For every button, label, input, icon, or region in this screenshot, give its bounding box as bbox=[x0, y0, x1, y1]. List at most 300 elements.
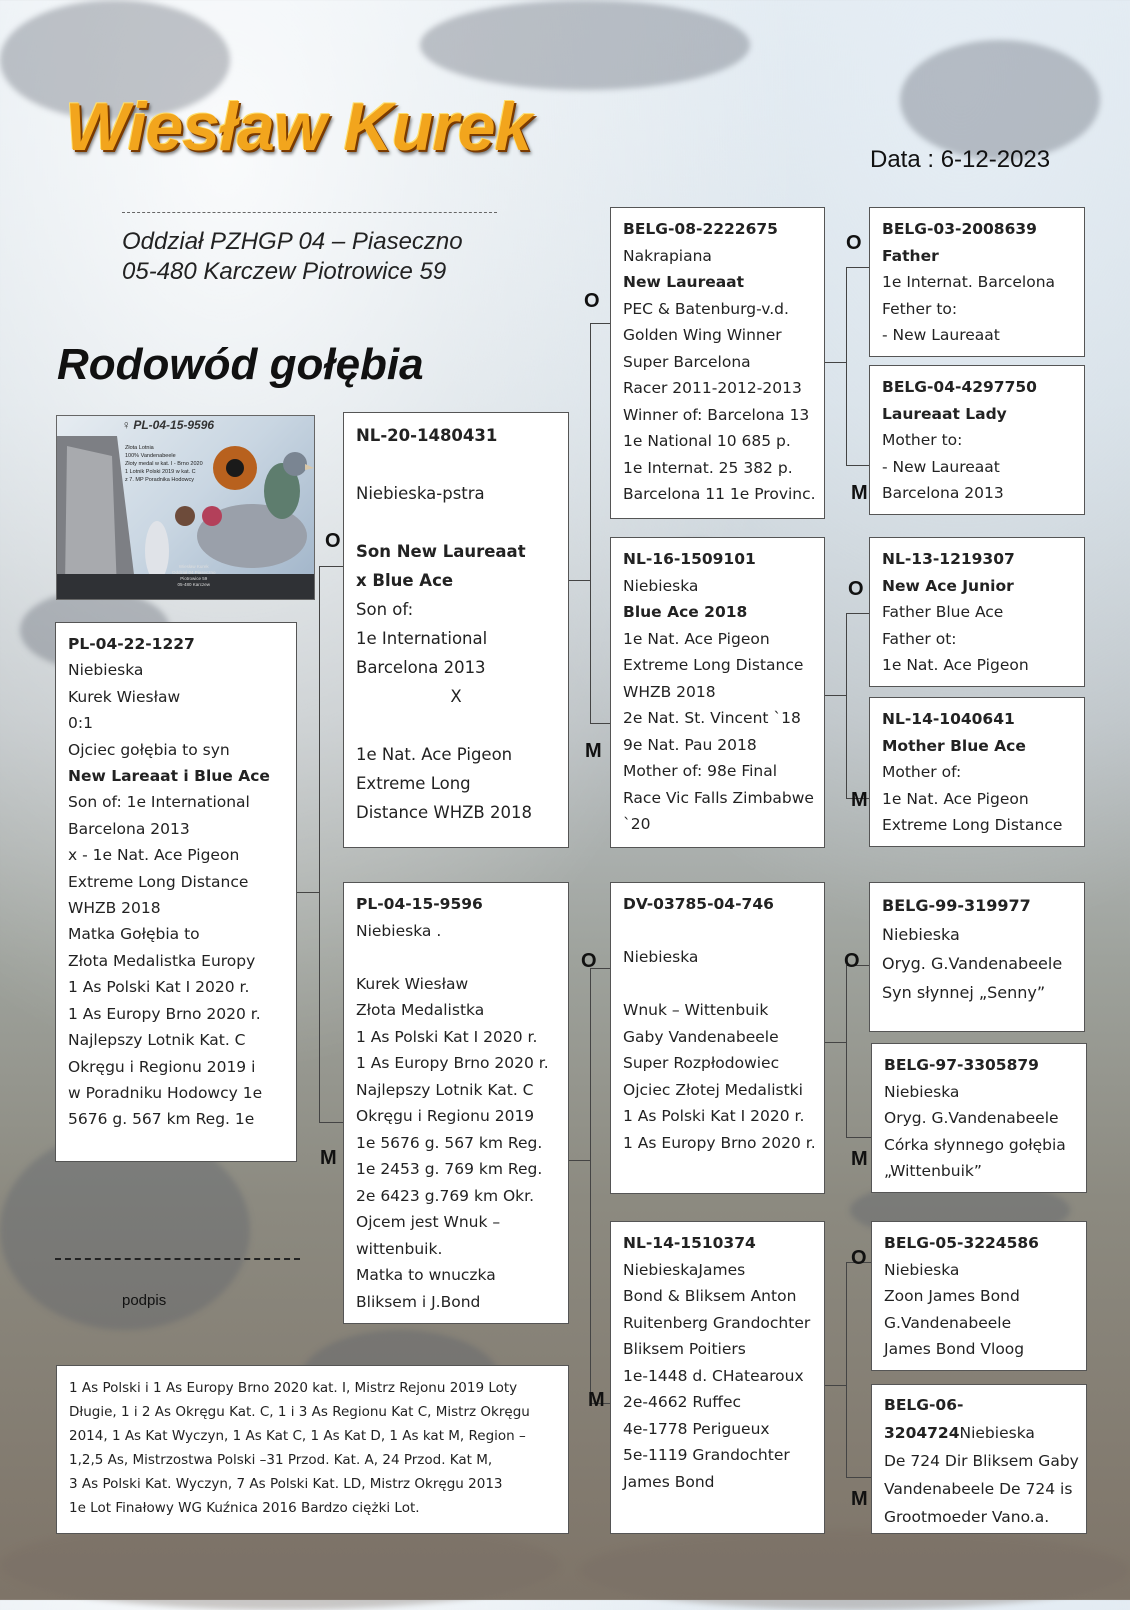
maternal-grandmother-card bbox=[610, 1221, 825, 1534]
photo-ring bbox=[121, 418, 214, 432]
achievement-line: 3 As Polski Kat. Wyczyn, 7 As Polski Kat. LD, Mistrz Okręgu 2013 bbox=[69, 1476, 503, 1492]
great-grandparent-card-ffm bbox=[869, 365, 1085, 515]
pigeon-photo bbox=[56, 415, 315, 600]
pedigree-line-text: 2e-4662 Ruffec bbox=[623, 1393, 741, 1411]
pedigree-line bbox=[623, 1024, 812, 1051]
pedigree-line-text: Niebieska bbox=[882, 925, 960, 944]
pedigree-line bbox=[68, 842, 284, 868]
pedigree-line-text: PL-04-22-1227 bbox=[68, 635, 195, 653]
pedigree-line-text: 1 As Europy Brno 2020 r. bbox=[356, 1054, 549, 1072]
pedigree-line-text: WHZB 2018 bbox=[623, 682, 716, 701]
pedigree-line bbox=[68, 684, 284, 710]
pedigree-line bbox=[882, 949, 1072, 978]
pedigree-line bbox=[623, 1336, 812, 1363]
pedigree-line-text: 1e Nat. Ace Pigeon bbox=[882, 789, 1029, 808]
pedigree-line bbox=[623, 349, 812, 376]
pedigree-line-text: „Wittenbuik” bbox=[884, 1162, 982, 1180]
pedigree-line-text: 1 As Polski Kat I 2020 r. bbox=[356, 1027, 538, 1046]
ring-number bbox=[882, 374, 1072, 401]
pedigree-line bbox=[356, 1103, 556, 1130]
pedigree-line-text: Barcelona 2013 bbox=[882, 484, 1004, 502]
pedigree-line-text: 2e 6423 g.769 km Okr. bbox=[356, 1186, 535, 1205]
pedigree-line-text: Zoon James Bond bbox=[884, 1287, 1020, 1305]
pedigree-line-text: 1 As Polski Kat I 2020 r. bbox=[623, 1107, 805, 1125]
pedigree-line bbox=[882, 427, 1072, 454]
pedigree-line bbox=[356, 918, 556, 945]
pedigree-line-text: 1e 5676 g. 567 km Reg. bbox=[356, 1133, 543, 1152]
great-grandparent-card-mmm bbox=[871, 1384, 1087, 1534]
pedigree-line-text: 1e National 10 685 p. bbox=[623, 432, 791, 450]
achievement-line: 2014, 1 As Kat Wyczyn, 1 As Kat C, 1 As Kat D, 1 As kat M, Region – bbox=[69, 1428, 526, 1444]
pedigree-line bbox=[356, 1077, 556, 1104]
pedigree-line bbox=[882, 243, 1072, 270]
pedigree-line bbox=[356, 479, 556, 508]
pedigree-line bbox=[356, 798, 556, 827]
pedigree-line bbox=[882, 733, 1072, 760]
pedigree-line bbox=[623, 1130, 816, 1157]
mother-marker: M bbox=[851, 482, 868, 504]
paternal-grandmother-card bbox=[610, 537, 825, 848]
photo-caption-line: Złota Lotnia bbox=[125, 445, 154, 451]
pedigree-line bbox=[68, 948, 284, 974]
ring-number bbox=[882, 891, 1072, 920]
pedigree-line-text: Okręgu i Regionu 2019 bbox=[356, 1107, 535, 1125]
pedigree-line bbox=[356, 1024, 556, 1051]
photo-caption-line: Złoty medal w kat. I - Brno 2020 bbox=[125, 461, 203, 467]
ring-number bbox=[623, 216, 812, 243]
pedigree-line bbox=[882, 652, 1072, 679]
pedigree-line-text: - New Laureaat bbox=[882, 326, 1000, 344]
pedigree-line-text: 4e-1778 Perigueux bbox=[623, 1419, 770, 1438]
pedigree-line-text: Niebieska . bbox=[356, 921, 442, 940]
pedigree-line-text: Mother Blue Ace bbox=[882, 736, 1026, 755]
pedigree-line bbox=[623, 705, 812, 732]
pedigree-line-text: BELG-97-3305879 bbox=[884, 1056, 1039, 1074]
pedigree-line-text: BELG-05-3224586 bbox=[884, 1234, 1039, 1252]
pedigree-line bbox=[623, 1416, 812, 1443]
pedigree-line bbox=[356, 1236, 556, 1263]
mother-marker: M bbox=[585, 740, 602, 762]
pedigree-line-text: NL-20-1480431 bbox=[356, 426, 498, 445]
photo-caption-line: 1 Lotnik Polski 2019 w kat. C bbox=[125, 469, 196, 475]
great-grandparent-card-mff bbox=[869, 882, 1085, 1032]
address-line-2: 05-480 Karczew Piotrowice 59 bbox=[122, 258, 447, 285]
ring-number bbox=[884, 1230, 1074, 1257]
photo-ring-text: PL-04-15-9596 bbox=[133, 418, 215, 432]
pedigree-line bbox=[356, 450, 556, 479]
pedigree-line bbox=[882, 626, 1072, 653]
pedigree-line bbox=[623, 322, 812, 349]
pedigree-line-text: Distance WHZB 2018 bbox=[356, 803, 532, 822]
pedigree-line-text: Mother to: bbox=[882, 431, 963, 449]
pedigree-line-text: 0:1 bbox=[68, 714, 93, 733]
pedigree-line bbox=[356, 1183, 556, 1210]
pedigree-line-text: X bbox=[450, 687, 462, 706]
pedigree-line-text: Super Rozpłodowiec bbox=[623, 1054, 780, 1072]
pedigree-line bbox=[882, 296, 1072, 323]
pedigree-line-text: Son New Laureaat bbox=[356, 542, 526, 561]
pedigree-line-text: Okręgu i Regionu 2019 i bbox=[68, 1057, 256, 1076]
pedigree-line bbox=[882, 269, 1072, 296]
pedigree-line-text: Wnuk – Wittenbuik bbox=[623, 1001, 769, 1019]
pedigree-line bbox=[882, 480, 1072, 507]
pedigree-line bbox=[623, 296, 812, 323]
pedigree-line-text: Niebieska bbox=[68, 661, 144, 680]
photo-footer-line: 05-480 Karczew bbox=[177, 582, 211, 587]
pedigree-line bbox=[68, 816, 284, 842]
pedigree-line bbox=[623, 402, 812, 429]
pedigree-line bbox=[68, 869, 284, 895]
pedigree-line-text: Barcelona 2013 bbox=[356, 658, 486, 677]
ring-number bbox=[882, 546, 1072, 573]
ring-number bbox=[623, 546, 812, 573]
pedigree-line bbox=[882, 573, 1072, 600]
mother-marker: M bbox=[588, 1389, 605, 1411]
pedigree-line bbox=[884, 1105, 1074, 1132]
pedigree-line bbox=[884, 1158, 1074, 1185]
divider bbox=[122, 212, 497, 213]
photo-footer-line: Wiesław Kurek bbox=[178, 564, 209, 569]
great-grandparent-card-mfm bbox=[871, 1043, 1087, 1193]
pedigree-line-text: Gaby Vandenabeele bbox=[623, 1027, 779, 1046]
pedigree-line bbox=[623, 785, 812, 812]
pedigree-line-text: 1e Nat. Ace Pigeon bbox=[356, 745, 513, 764]
pedigree-line-text: Nakrapiana bbox=[623, 246, 712, 265]
address-line-1: Oddział PZHGP 04 – Piaseczno bbox=[122, 228, 463, 255]
signature-line bbox=[55, 1258, 300, 1260]
achievement-line: 1e Lot Finałowy WG Kuźnica 2016 Bardzo ciężki Lot. bbox=[69, 1500, 420, 1516]
pedigree-line-text: 1e 2453 g. 769 km Reg. bbox=[356, 1160, 543, 1178]
pedigree-line-text: Son of: bbox=[356, 600, 414, 619]
pedigree-line-suffix: Niebieska bbox=[959, 1424, 1035, 1442]
achievement-line: Długie, 1 i 2 As Okręgu Kat. C, 1 i 3 As Regionu Kat C, Mistrz Okręgu bbox=[69, 1404, 530, 1420]
pedigree-line bbox=[68, 1001, 284, 1027]
pedigree-line bbox=[623, 918, 812, 945]
pedigree-line-text: Super Barcelona bbox=[623, 352, 751, 371]
pedigree-line bbox=[68, 921, 284, 947]
pedigree-line-text: Racer 2011-2012-2013 bbox=[623, 379, 802, 397]
pedigree-line-text: 1e-1448 d. CHatearoux bbox=[623, 1366, 804, 1385]
pedigree-title: Rodowód gołębia bbox=[57, 340, 424, 389]
pedigree-line-text: PL-04-15-9596 bbox=[356, 895, 483, 913]
pedigree-line-text: 9e Nat. Pau 2018 bbox=[623, 735, 757, 754]
pedigree-line-text: 1e Internat. 25 382 p. bbox=[623, 458, 793, 477]
pedigree-line-text: NL-13-1219307 bbox=[882, 550, 1015, 568]
pedigree-line-text: 1e International bbox=[356, 629, 488, 648]
pedigree-line bbox=[356, 944, 556, 971]
pedigree-line-text: 5e-1119 Grandochter bbox=[623, 1446, 790, 1464]
mother-marker: M bbox=[851, 789, 868, 811]
pedigree-line-text: wittenbuik. bbox=[356, 1239, 443, 1258]
pedigree-line-text: Extreme Long Distance bbox=[68, 872, 249, 891]
pedigree-line bbox=[882, 759, 1072, 786]
pedigree-line bbox=[884, 1132, 1074, 1159]
pedigree-line-text: Oryg. G.Vandenabeele bbox=[882, 954, 1063, 973]
pedigree-line bbox=[356, 769, 556, 798]
pedigree-line bbox=[356, 971, 556, 998]
pedigree-line-text: Kurek Wiesław bbox=[68, 687, 181, 706]
pedigree-line-text: Fether to: bbox=[882, 299, 958, 318]
pedigree-line bbox=[882, 920, 1072, 949]
pedigree-line-text: Extreme Long Distance bbox=[882, 816, 1063, 834]
pedigree-line bbox=[623, 481, 816, 508]
mother-marker: M bbox=[851, 1488, 868, 1510]
pedigree-line-text: New Ace Junior bbox=[882, 576, 1014, 595]
pedigree-line-text: Winner of: Barcelona 13 bbox=[623, 405, 810, 424]
pedigree-line bbox=[623, 1310, 812, 1337]
pedigree-line bbox=[884, 1257, 1074, 1284]
pedigree-line bbox=[623, 811, 812, 838]
pedigree-line-text: Matka to wnuczka bbox=[356, 1266, 496, 1284]
ring-number bbox=[356, 421, 556, 450]
pedigree-line bbox=[884, 1419, 1074, 1447]
ring-number bbox=[623, 1230, 812, 1257]
father-marker: O bbox=[584, 290, 600, 312]
pedigree-line bbox=[882, 401, 1072, 428]
pedigree-line-text: 2e Nat. St. Vincent `18 bbox=[623, 709, 801, 727]
pedigree-line-text: WHZB 2018 bbox=[68, 899, 161, 918]
pedigree-line bbox=[68, 710, 284, 736]
pedigree-line-text: Race Vic Falls Zimbabwe bbox=[623, 788, 814, 807]
pedigree-line-text: Father bbox=[882, 246, 939, 265]
pedigree-line bbox=[623, 732, 812, 759]
pedigree-line bbox=[884, 1475, 1074, 1503]
father-card bbox=[343, 412, 569, 848]
pedigree-line bbox=[623, 375, 812, 402]
achievement-line: 1,2,5 As, Mistrzostwa Polski –31 Przod. Kat. A, 24 Przod. Kat M, bbox=[69, 1452, 493, 1468]
pedigree-line bbox=[623, 1363, 812, 1390]
pedigree-line bbox=[68, 737, 284, 763]
pedigree-line bbox=[623, 652, 812, 679]
pedigree-line bbox=[623, 679, 812, 706]
father-marker: O bbox=[851, 1247, 867, 1269]
pedigree-line bbox=[884, 1336, 1074, 1363]
pedigree-line bbox=[623, 455, 812, 482]
pedigree-line bbox=[623, 243, 812, 270]
pedigree-line bbox=[68, 789, 284, 815]
pedigree-line-text: BELG-06- bbox=[884, 1396, 964, 1414]
pedigree-line-text: Kurek Wiesław bbox=[356, 974, 469, 993]
pedigree-line-text: Bliksem i J.Bond bbox=[356, 1292, 481, 1311]
pedigree-line-text: 1 As Europy Brno 2020 r. bbox=[623, 1133, 816, 1152]
father-marker: O bbox=[848, 578, 864, 600]
subject-pigeon-card bbox=[55, 622, 297, 1162]
pedigree-line-text: PEC & Batenburg-v.d. bbox=[623, 299, 789, 318]
pedigree-line bbox=[623, 1442, 812, 1469]
photo-footer-line: Piotrowice 59 bbox=[180, 576, 208, 581]
pedigree-line bbox=[882, 812, 1072, 839]
female-symbol-icon: ♀ bbox=[121, 418, 130, 432]
ring-number bbox=[882, 706, 1072, 733]
pedigree-line bbox=[68, 1054, 284, 1080]
pedigree-line bbox=[623, 1257, 812, 1284]
father-marker: O bbox=[581, 950, 597, 972]
pedigree-line bbox=[623, 269, 812, 296]
ring-number bbox=[884, 1052, 1074, 1079]
pedigree-line bbox=[884, 1079, 1074, 1106]
pedigree-line bbox=[68, 1080, 284, 1106]
maternal-grandfather-card bbox=[610, 882, 825, 1194]
ring-number bbox=[882, 216, 1072, 243]
pedigree-date: Data : 6-12-2023 bbox=[870, 146, 1051, 173]
pedigree-line bbox=[356, 1156, 556, 1183]
pedigree-line-text: Niebieska-pstra bbox=[356, 484, 485, 503]
pedigree-line bbox=[623, 599, 812, 626]
pedigree-line-text: x Blue Ace bbox=[356, 571, 454, 590]
pedigree-line-text: Mother of: bbox=[882, 763, 962, 781]
pedigree-line-text: Ojciec Złotej Medalistki bbox=[623, 1080, 803, 1099]
pedigree-line bbox=[623, 971, 812, 998]
pedigree-line-text: Oryg. G.Vandenabeele bbox=[884, 1109, 1059, 1127]
pedigree-line-text: x - 1e Nat. Ace Pigeon bbox=[68, 846, 240, 865]
pedigree-line-text: Najlepszy Lotnik Kat. C bbox=[356, 1080, 534, 1099]
pedigree-line bbox=[356, 508, 556, 537]
pedigree-line bbox=[623, 758, 812, 785]
pedigree-line-text: Złota Medalistka bbox=[356, 1001, 485, 1019]
pedigree-line-text: James Bond bbox=[623, 1472, 715, 1491]
pedigree-line-text: Father ot: bbox=[882, 629, 957, 648]
pedigree-line bbox=[68, 763, 284, 789]
pedigree-line bbox=[623, 1103, 812, 1130]
pedigree-line bbox=[356, 566, 556, 595]
pedigree-line bbox=[882, 322, 1072, 349]
father-marker: O bbox=[846, 232, 862, 254]
pedigree-line bbox=[623, 1283, 812, 1310]
pedigree-line bbox=[68, 1106, 284, 1132]
father-marker: O bbox=[844, 950, 860, 972]
great-grandparent-card-fmm bbox=[869, 697, 1085, 847]
pedigree-line-text: 1e Internat. Barcelona bbox=[882, 273, 1056, 291]
great-grandparent-card-fff bbox=[869, 207, 1085, 357]
great-grandparent-card-mmf bbox=[871, 1221, 1087, 1371]
pedigree-line-text: Najlepszy Lotnik Kat. C bbox=[68, 1031, 246, 1050]
pedigree-line-text: Córka słynnego gołębia bbox=[884, 1135, 1066, 1154]
pedigree-line-text: - New Laureaat bbox=[882, 457, 1000, 476]
pedigree-line bbox=[623, 1077, 812, 1104]
photo-caption-line: 100% Vandenabeele bbox=[125, 453, 176, 459]
pedigree-line bbox=[68, 974, 284, 1000]
mother-card bbox=[343, 882, 569, 1324]
pedigree-line-text: Matka Gołębia to bbox=[68, 925, 200, 944]
pedigree-line bbox=[623, 997, 812, 1024]
father-marker: O bbox=[325, 530, 341, 552]
photo-caption-line: z 7. MP Poradnika Hodowcy bbox=[125, 477, 194, 483]
achievements-box bbox=[56, 1365, 569, 1534]
pedigree-line-text: Barcelona 2013 bbox=[68, 819, 190, 838]
pedigree-line bbox=[356, 653, 556, 682]
pedigree-line-text: NL-16-1509101 bbox=[623, 550, 756, 568]
pedigree-line-text: Ojciec gołębia to syn bbox=[68, 740, 230, 759]
pedigree-line-text: `20 bbox=[623, 815, 651, 833]
pedigree-line-text: Niebieska bbox=[884, 1260, 960, 1279]
pedigree-line bbox=[356, 711, 556, 740]
pedigree-line-text: New Laureaat bbox=[623, 273, 745, 291]
pedigree-line-text: 1 As Europy Brno 2020 r. bbox=[68, 1004, 261, 1023]
great-grandparent-card-fmf bbox=[869, 537, 1085, 687]
pedigree-line-text: 3204724 bbox=[884, 1424, 960, 1442]
pedigree-line bbox=[356, 1050, 556, 1077]
pedigree-line-text: Barcelona 11 1e Provinc. bbox=[623, 485, 816, 503]
pedigree-line-text: BELG-04-4297750 bbox=[882, 378, 1037, 396]
pedigree-line bbox=[623, 1469, 812, 1496]
pedigree-line bbox=[356, 537, 556, 566]
pedigree-line bbox=[356, 1130, 556, 1157]
pedigree-line bbox=[68, 1027, 284, 1053]
pedigree-line-text: Golden Wing Winner bbox=[623, 326, 782, 344]
mother-marker: M bbox=[851, 1148, 868, 1170]
pedigree-line bbox=[882, 454, 1072, 481]
pedigree-line bbox=[356, 1262, 556, 1289]
pedigree-line-text: G.Vandenabeele bbox=[884, 1313, 1012, 1332]
pedigree-line-text: Vandenabeele De 724 is bbox=[884, 1480, 1073, 1498]
photo-footer-line: Oddział 04 Piaseczno bbox=[172, 570, 216, 575]
pedigree-line bbox=[882, 786, 1072, 813]
ring-number bbox=[356, 891, 556, 918]
ring-number bbox=[623, 891, 812, 918]
pedigree-line-text: DV-03785-04-746 bbox=[623, 895, 774, 913]
photo-caption bbox=[125, 444, 203, 484]
mother-marker: M bbox=[320, 1147, 337, 1169]
pedigree-line-text: 1e Nat. Ace Pigeon bbox=[882, 656, 1029, 674]
pedigree-line-text: De 724 Dir Bliksem Gaby bbox=[884, 1452, 1079, 1470]
pedigree-line bbox=[356, 740, 556, 769]
pedigree-line-text: Ojcem jest Wnuk – bbox=[356, 1213, 501, 1231]
pedigree-line bbox=[356, 1289, 556, 1316]
pedigree-line-text: 1e Nat. Ace Pigeon bbox=[623, 629, 770, 648]
pedigree-line bbox=[68, 657, 284, 683]
pedigree-line-text: Grootmoeder Vano.a. bbox=[884, 1508, 1050, 1526]
pedigree-line-text: Blue Ace 2018 bbox=[623, 603, 748, 621]
pedigree-line bbox=[882, 978, 1072, 1007]
pedigree-line bbox=[356, 624, 556, 653]
pedigree-line-text: 5676 g. 567 km Reg. 1e bbox=[68, 1110, 255, 1129]
pedigree-line bbox=[623, 944, 812, 971]
ring-number bbox=[68, 631, 284, 657]
pedigree-line-text: New Lareaat i Blue Ace bbox=[68, 767, 270, 786]
pedigree-line-text: Laureaat Lady bbox=[882, 404, 1007, 423]
pedigree-line-text: Mother of: 98e Final bbox=[623, 762, 778, 780]
pedigree-line-text: Syn słynnej „Senny” bbox=[882, 983, 1046, 1002]
pedigree-line bbox=[623, 1050, 812, 1077]
pedigree-line bbox=[884, 1503, 1074, 1531]
pedigree-line-text: BELG-08-2222675 bbox=[623, 220, 778, 238]
pedigree-line bbox=[356, 595, 556, 624]
pedigree-line bbox=[356, 682, 556, 711]
pedigree-line bbox=[623, 428, 812, 455]
pedigree-line-text: 1 As Polski Kat I 2020 r. bbox=[68, 978, 250, 997]
pedigree-line bbox=[68, 895, 284, 921]
pedigree-line-text: James Bond Vloog bbox=[884, 1340, 1025, 1358]
pedigree-line-text: BELG-03-2008639 bbox=[882, 220, 1037, 238]
pedigree-line bbox=[623, 1389, 812, 1416]
pedigree-line bbox=[356, 997, 556, 1024]
pedigree-line bbox=[356, 1209, 556, 1236]
pedigree-line-text: Niebieska bbox=[623, 948, 699, 966]
pedigree-line-text: Bond & Bliksem Anton bbox=[623, 1287, 797, 1305]
pedigree-line-text: w Poradniku Hodowcy 1e bbox=[68, 1083, 263, 1102]
pedigree-line-text: Niebieska bbox=[623, 576, 699, 595]
pedigree-line bbox=[884, 1283, 1074, 1310]
pedigree-line-text: Son of: 1e International bbox=[68, 793, 250, 812]
breeder-name: Wiesław Kurek bbox=[65, 89, 532, 165]
pedigree-line bbox=[882, 599, 1072, 626]
pedigree-line-text: NL-14-1040641 bbox=[882, 710, 1015, 728]
pedigree-line-text: NiebieskaJames bbox=[623, 1260, 746, 1279]
pedigree-line-text: Bliksem Poitiers bbox=[623, 1340, 746, 1358]
pedigree-line-text: Niebieska bbox=[884, 1082, 960, 1101]
pedigree-line-text: NL-14-1510374 bbox=[623, 1234, 756, 1252]
pedigree-line-text: BELG-99-319977 bbox=[882, 896, 1031, 915]
